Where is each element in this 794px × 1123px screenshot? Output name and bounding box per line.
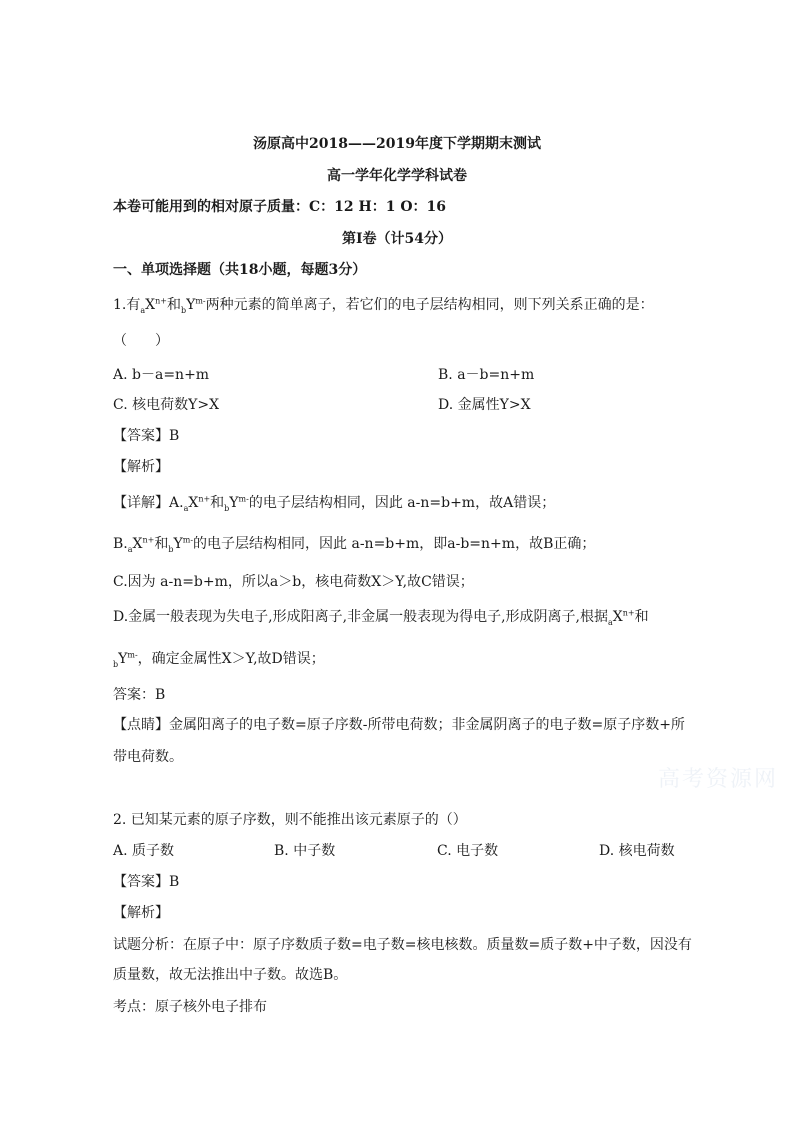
- exam-title: 汤原高中2018——2019年度下学期期末测试: [253, 136, 541, 152]
- watermark: 高考资源网: [658, 767, 779, 792]
- q2-option-b: B. 中子数: [274, 843, 336, 859]
- exam-subtitle: 高一学年化学学科试卷: [327, 168, 467, 184]
- q1-answer-repeat: 答案：B: [113, 687, 166, 703]
- q1-detail-d: [113, 608, 649, 626]
- q1-detail-c: C.因为 a-n=b+m，所以a＞b，核电荷数X＞Y,故C错误；: [113, 574, 474, 590]
- and-text: 和: [166, 297, 181, 313]
- section-title: 一、单项选择题（共18小题，每题3分）: [113, 262, 367, 278]
- symbol-x: X: [612, 609, 623, 625]
- sub-b: b: [180, 305, 187, 315]
- q1-point-line1: 【点睛】金属阳离子的电子数=原子序数-所带电荷数；非金属阴离子的电子数=原子序数+所: [113, 717, 685, 733]
- symbol-y: Y: [186, 297, 196, 313]
- sup-m: m-: [195, 296, 206, 306]
- part-title: 第Ⅰ卷（计54分）: [341, 231, 453, 247]
- symbol-y: Y: [229, 495, 239, 511]
- and-text: 和: [634, 609, 649, 625]
- q1-analysis-label: 【解析】: [113, 459, 169, 475]
- q2-option-a: A. 质子数: [113, 843, 175, 859]
- q1-prefix: 1.有: [113, 297, 141, 313]
- q2-explanation-line1: 试题分析：在原子中：原子序数质子数=电子数=核电核数。质量数=质子数+中子数，因没有: [113, 937, 692, 953]
- q2-analysis-label: 【解析】: [113, 905, 169, 921]
- sup-n: n+: [142, 535, 155, 545]
- q1-option-c: C. 核电荷数Y>X: [113, 397, 220, 413]
- and-text: 和: [154, 536, 169, 552]
- q1-paren: （ ）: [113, 333, 169, 349]
- sub-a: a: [127, 544, 133, 554]
- q1-option-b: B. a－b=n+m: [438, 367, 535, 383]
- q1-stem-rest: 两种元素的简单离子，若它们的电子层结构相同，则下列关系正确的是：: [205, 297, 654, 313]
- q2-stem: 2. 已知某元素的原子序数，则不能推出该元素原子的（）: [113, 812, 467, 828]
- detail-b-rest: 的电子层结构相同，因此 a-n=b+m，即a-b=n+m，故B正确；: [193, 536, 596, 552]
- detail-a-rest: 的电子层结构相同，因此 a-n=b+m，故A错误；: [248, 495, 556, 511]
- sub-b: b: [224, 503, 230, 513]
- sup-n: n+: [622, 608, 635, 618]
- q2-knowledge-point: 考点：原子核外电子排布: [113, 999, 267, 1015]
- detail-d-text: D.金属一般表现为失电子,形成阳离子,非金属一般表现为得电子,形成阴离子,根据: [113, 609, 608, 625]
- sub-b: b: [113, 659, 119, 669]
- q1-option-a: A. b－a=n+m: [113, 367, 210, 383]
- symbol-y: Y: [173, 536, 183, 552]
- q2-option-d: D. 核电荷数: [599, 843, 675, 859]
- symbol-x: X: [145, 297, 156, 313]
- sup-n: n+: [155, 296, 167, 306]
- sub-a: a: [607, 617, 613, 627]
- atomic-mass-note: 本卷可能用到的相对原子质量：C：12 H：1 O：16: [113, 199, 447, 215]
- sub-a: a: [183, 503, 189, 513]
- symbol-y: Y: [118, 651, 128, 667]
- detail-d-rest: ，确定金属性X＞Y,故D错误；: [137, 651, 325, 667]
- symbol-x: X: [188, 495, 199, 511]
- q2-answer: 【答案】B: [113, 874, 180, 890]
- sub-a: a: [140, 305, 146, 315]
- and-text: 和: [210, 495, 225, 511]
- detail-a-prefix: 【详解】A.: [113, 495, 184, 511]
- q1-answer: 【答案】B: [113, 428, 180, 444]
- q1-stem: [113, 296, 654, 314]
- detail-b-prefix: B.: [113, 536, 128, 552]
- q1-detail-a: [113, 494, 555, 512]
- q2-explanation-line2: 质量数，故无法推出中子数。故选B。: [113, 967, 348, 983]
- sup-n: n+: [198, 494, 211, 504]
- q1-detail-b: [113, 535, 595, 553]
- q1-option-d: D. 金属性Y>X: [438, 397, 531, 413]
- q1-point-line2: 带电荷数。: [113, 749, 183, 765]
- q2-option-c: C. 电子数: [437, 843, 499, 859]
- q1-detail-d-cont: [113, 650, 325, 668]
- sup-m: m-: [182, 535, 194, 545]
- sup-m: m-: [127, 650, 138, 660]
- sup-m: m-: [238, 494, 249, 504]
- symbol-x: X: [132, 536, 143, 552]
- sub-b: b: [168, 544, 174, 554]
